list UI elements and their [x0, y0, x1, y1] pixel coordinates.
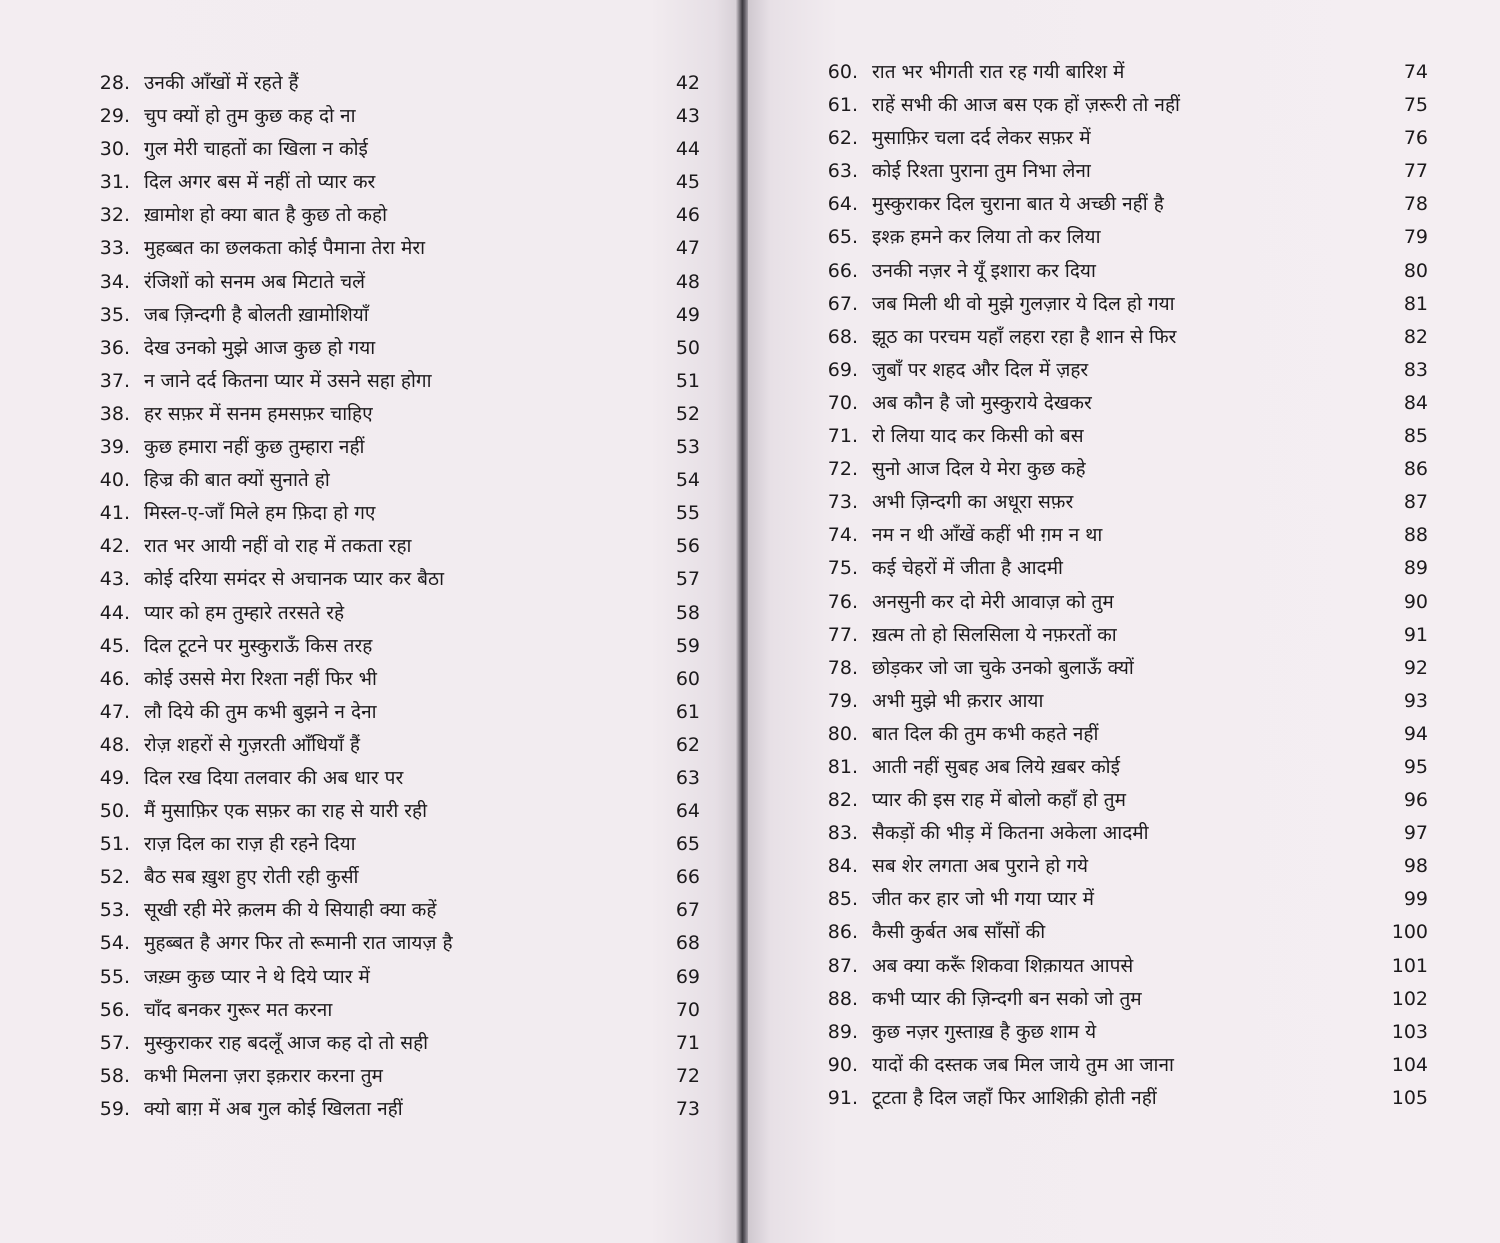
entry-number: 50. [99, 800, 130, 823]
entry-number: 38. [99, 402, 130, 425]
entry-title: अब कौन है जो मुस्कुराये देखकर [872, 391, 1092, 414]
entry-title: उनकी नज़र ने यूँ इशारा कर दिया [872, 259, 1096, 282]
entry-title: रात भर भीगती रात रह गयी बारिश में [872, 61, 1125, 83]
entry-title: दिल रख दिया तलवार की अब धार पर [144, 766, 404, 789]
toc-entry [748, 916, 1428, 949]
entry-title: सूखी रही मेरे क़लम की ये सियाही क्या कहें [144, 899, 437, 922]
entry-page-number: 66 [675, 866, 700, 889]
toc-entry [0, 696, 700, 729]
entry-page-number: 45 [675, 171, 700, 194]
entry-page-number: 46 [675, 204, 700, 227]
entry-number: 76. [827, 590, 858, 613]
entry-number: 30. [99, 138, 130, 161]
toc-entry [0, 630, 700, 663]
entry-page-number: 65 [675, 833, 700, 856]
entry-number: 77. [827, 623, 858, 646]
entry-page-number: 77 [1403, 160, 1428, 183]
entry-page-number: 94 [1403, 722, 1428, 745]
entry-page-number: 85 [1403, 425, 1428, 448]
toc-entry [0, 266, 700, 299]
entry-number: 74. [827, 524, 858, 547]
entry-number: 87. [827, 954, 858, 977]
toc-entry [748, 983, 1428, 1016]
entry-number: 55. [99, 965, 130, 988]
entry-number: 89. [827, 1020, 858, 1043]
entry-title: मुहब्बत का छलकता कोई पैमाना तेरा मेरा [144, 237, 426, 260]
entry-number: 80. [827, 722, 858, 745]
toc-entry [0, 1093, 700, 1126]
entry-number: 51. [99, 833, 130, 856]
entry-page-number: 89 [1403, 557, 1428, 580]
toc-entry [0, 563, 700, 596]
toc-entry [0, 332, 700, 365]
entry-page-number: 87 [1403, 491, 1428, 514]
entry-page-number: 54 [675, 469, 700, 492]
toc-entry [0, 1060, 700, 1093]
toc-entry [0, 299, 700, 332]
entry-number: 68. [827, 325, 858, 348]
entry-title: कैसी कुर्बत अब साँसों की [872, 921, 1046, 944]
entry-number: 42. [99, 535, 130, 558]
entry-page-number: 70 [675, 998, 700, 1021]
entry-page-number: 82 [1403, 325, 1428, 348]
entry-number: 49. [99, 766, 130, 789]
entry-number: 81. [827, 755, 858, 778]
toc-entry [748, 652, 1428, 685]
entry-number: 88. [827, 987, 858, 1010]
entry-page-number: 100 [1391, 921, 1428, 944]
toc-entry [748, 586, 1428, 619]
entry-page-number: 71 [675, 1031, 700, 1054]
toc-entry [748, 552, 1428, 585]
toc-entry [748, 387, 1428, 420]
entry-title: कोई दरिया समंदर से अचानक प्यार कर बैठा [144, 568, 444, 591]
entry-page-number: 48 [675, 270, 700, 293]
entry-number: 53. [99, 899, 130, 922]
entry-page-number: 86 [1403, 458, 1428, 481]
entry-page-number: 50 [675, 336, 700, 359]
toc-entry [0, 530, 700, 563]
toc-entry [748, 817, 1428, 850]
toc-entry [0, 464, 700, 497]
entry-page-number: 74 [1403, 61, 1428, 83]
entry-number: 54. [99, 932, 130, 955]
toc-entry [748, 850, 1428, 883]
toc-entry [748, 56, 1428, 89]
entry-number: 36. [99, 336, 130, 359]
entry-title: राज़ दिल का राज़ ही रहने दिया [144, 833, 356, 856]
entry-number: 31. [99, 171, 130, 194]
toc-entry [0, 497, 700, 530]
entry-title: अभी मुझे भी क़रार आया [872, 689, 1044, 712]
entry-page-number: 57 [675, 568, 700, 591]
entry-title: न जाने दर्द कितना प्यार में उसने सहा होगा [144, 369, 432, 392]
toc-entry [748, 155, 1428, 188]
entry-title: रोज़ शहरों से गुज़रती आँधियाँ हैं [144, 733, 360, 756]
entry-title: कुछ नज़र गुस्ताख़ है कुछ शाम ये [872, 1020, 1097, 1043]
entry-title: कोई उससे मेरा रिश्ता नहीं फिर भी [144, 667, 377, 690]
toc-entry [748, 519, 1428, 552]
entry-title: जब मिली थी वो मुझे गुलज़ार ये दिल हो गया [872, 292, 1175, 315]
entry-page-number: 95 [1403, 755, 1428, 778]
entry-page-number: 72 [675, 1064, 700, 1087]
entry-title: राहें सभी की आज बस एक हों ज़रूरी तो नहीं [872, 94, 1180, 117]
entry-page-number: 90 [1403, 590, 1428, 613]
entry-title: जीत कर हार जो भी गया प्यार में [872, 888, 1094, 911]
entry-title: नम न थी आँखें कहीं भी ग़म न था [872, 524, 1103, 547]
entry-page-number: 79 [1403, 226, 1428, 249]
entry-number: 58. [99, 1064, 130, 1087]
entry-title: आती नहीं सुबह अब लिये ख़बर कोई [872, 755, 1120, 778]
entry-number: 83. [827, 822, 858, 845]
entry-number: 71. [827, 425, 858, 448]
entry-page-number: 102 [1391, 987, 1428, 1010]
left-page [0, 0, 738, 1243]
entry-page-number: 67 [675, 899, 700, 922]
entry-title: हर सफ़र में सनम हमसफ़र चाहिए [144, 402, 373, 425]
entry-title: टूटता है दिल जहाँ फिर आशिक़ी होती नहीं [872, 1086, 1157, 1109]
entry-title: चाँद बनकर गुरूर मत करना [144, 998, 333, 1021]
entry-title: सैकड़ों की भीड़ में कितना अकेला आदमी [872, 822, 1149, 845]
entry-number: 45. [99, 634, 130, 657]
entry-number: 44. [99, 601, 130, 624]
entry-title: रो लिया याद कर किसी को बस [872, 425, 1084, 448]
toc-entry [0, 166, 700, 199]
toc-entry [748, 354, 1428, 387]
toc-entry [748, 1016, 1428, 1049]
entry-title: देख उनको मुझे आज कुछ हो गया [144, 336, 376, 359]
entry-title: सुनो आज दिल ये मेरा कुछ कहे [872, 458, 1086, 481]
entry-number: 40. [99, 469, 130, 492]
entry-title: अब क्या करूँ शिकवा शिक़ायत आपसे [872, 954, 1134, 977]
entry-title: छोड़कर जो जा चुके उनको बुलाऊँ क्यों [872, 656, 1134, 679]
entry-page-number: 97 [1403, 822, 1428, 845]
toc-entry [748, 751, 1428, 784]
entry-number: 86. [827, 921, 858, 944]
entry-page-number: 88 [1403, 524, 1428, 547]
entry-page-number: 80 [1403, 259, 1428, 282]
entry-title: इश्क़ हमने कर लिया तो कर लिया [872, 226, 1101, 249]
entry-number: 85. [827, 888, 858, 911]
right-page [748, 0, 1500, 1243]
entry-number: 91. [827, 1086, 858, 1109]
toc-entry [0, 133, 700, 166]
entry-title: हिज्र की बात क्यों सुनाते हो [144, 469, 330, 492]
entry-number: 28. [99, 72, 130, 94]
entry-title: बैठ सब ख़ुश हुए रोती रही कुर्सी [144, 866, 359, 889]
toc-entry [748, 122, 1428, 155]
entry-number: 63. [827, 160, 858, 183]
entry-page-number: 62 [675, 733, 700, 756]
entry-number: 69. [827, 358, 858, 381]
toc-entry [0, 961, 700, 994]
toc-entry [748, 188, 1428, 221]
entry-page-number: 75 [1403, 94, 1428, 117]
entry-number: 35. [99, 303, 130, 326]
entry-title: अनसुनी कर दो मेरी आवाज़ को तुम [872, 590, 1114, 613]
entry-page-number: 84 [1403, 391, 1428, 414]
entry-title: कोई रिश्ता पुराना तुम निभा लेना [872, 160, 1091, 183]
entry-page-number: 93 [1403, 689, 1428, 712]
entry-page-number: 63 [675, 766, 700, 789]
entry-number: 78. [827, 656, 858, 679]
entry-page-number: 69 [675, 965, 700, 988]
entry-page-number: 43 [675, 105, 700, 128]
toc-entry [0, 927, 700, 960]
toc-entry [748, 784, 1428, 817]
entry-number: 64. [827, 193, 858, 216]
toc-entry [0, 729, 700, 762]
entry-page-number: 78 [1403, 193, 1428, 216]
toc-list-left [0, 67, 700, 1126]
entry-number: 65. [827, 226, 858, 249]
toc-entry [0, 100, 700, 133]
entry-number: 84. [827, 855, 858, 878]
toc-entry [0, 994, 700, 1027]
entry-number: 57. [99, 1031, 130, 1054]
entry-number: 41. [99, 502, 130, 525]
toc-entry [0, 828, 700, 861]
entry-page-number: 98 [1403, 855, 1428, 878]
entry-number: 82. [827, 789, 858, 812]
entry-title: कई चेहरों में जीता है आदमी [872, 557, 1063, 580]
toc-entry [0, 398, 700, 431]
toc-entry [0, 894, 700, 927]
toc-entry [0, 199, 700, 232]
entry-number: 75. [827, 557, 858, 580]
toc-entry [748, 1082, 1428, 1115]
entry-title: मिस्ल-ए-जाँ मिले हम फ़िदा हो गए [144, 502, 376, 525]
entry-number: 73. [827, 491, 858, 514]
entry-title: झूठ का परचम यहाँ लहरा रहा है शान से फिर [872, 325, 1177, 348]
toc-entry [748, 950, 1428, 983]
toc-entry [748, 288, 1428, 321]
toc-entry [748, 486, 1428, 519]
entry-number: 61. [827, 94, 858, 117]
entry-page-number: 73 [675, 1097, 700, 1120]
entry-number: 52. [99, 866, 130, 889]
entry-number: 37. [99, 369, 130, 392]
entry-title: कभी प्यार की ज़िन्दगी बन सको जो तुम [872, 987, 1142, 1010]
entry-title: उनकी आँखों में रहते हैं [144, 72, 299, 94]
toc-entry [0, 597, 700, 630]
entry-title: जब ज़िन्दगी है बोलती ख़ामोशियाँ [144, 303, 369, 326]
entry-number: 72. [827, 458, 858, 481]
entry-page-number: 44 [675, 138, 700, 161]
entry-number: 29. [99, 105, 130, 128]
entry-page-number: 96 [1403, 789, 1428, 812]
entry-title: क्यो बाग़ में अब गुल कोई खिलता नहीं [144, 1097, 403, 1120]
entry-title: कुछ हमारा नहीं कुछ तुम्हारा नहीं [144, 436, 365, 459]
entry-title: चुप क्यों हो तुम कुछ कह दो ना [144, 105, 356, 128]
entry-number: 48. [99, 733, 130, 756]
toc-entry [748, 883, 1428, 916]
entry-title: ख़ामोश हो क्या बात है कुछ तो कहो [144, 204, 388, 227]
toc-entry [0, 663, 700, 696]
entry-title: मुसाफ़िर चला दर्द लेकर सफ़र में [872, 127, 1091, 150]
entry-page-number: 51 [675, 369, 700, 392]
entry-page-number: 53 [675, 436, 700, 459]
entry-page-number: 49 [675, 303, 700, 326]
entry-title: मैं मुसाफ़िर एक सफ़र का राह से यारी रही [144, 800, 428, 823]
entry-number: 39. [99, 436, 130, 459]
entry-title: लौ दिये की तुम कभी बुझने न देना [144, 700, 377, 723]
toc-entry [748, 453, 1428, 486]
entry-number: 33. [99, 237, 130, 260]
entry-page-number: 104 [1391, 1053, 1428, 1076]
toc-entry [748, 420, 1428, 453]
entry-number: 70. [827, 391, 858, 414]
entry-title: प्यार को हम तुम्हारे तरसते रहे [144, 601, 345, 624]
toc-entry [748, 619, 1428, 652]
entry-page-number: 58 [675, 601, 700, 624]
entry-page-number: 64 [675, 800, 700, 823]
entry-page-number: 52 [675, 402, 700, 425]
entry-page-number: 99 [1403, 888, 1428, 911]
entry-title: रंजिशों को सनम अब मिटाते चलें [144, 270, 366, 293]
toc-entry [0, 365, 700, 398]
entry-page-number: 56 [675, 535, 700, 558]
toc-entry [0, 67, 700, 100]
entry-page-number: 59 [675, 634, 700, 657]
entry-page-number: 55 [675, 502, 700, 525]
entry-page-number: 47 [675, 237, 700, 260]
entry-page-number: 105 [1391, 1086, 1428, 1109]
entry-page-number: 76 [1403, 127, 1428, 150]
entry-number: 43. [99, 568, 130, 591]
entry-page-number: 83 [1403, 358, 1428, 381]
entry-title: प्यार की इस राह में बोलो कहाँ हो तुम [872, 789, 1126, 812]
entry-number: 67. [827, 292, 858, 315]
toc-entry [748, 221, 1428, 254]
entry-page-number: 91 [1403, 623, 1428, 646]
entry-page-number: 92 [1403, 656, 1428, 679]
entry-title: दिल टूटने पर मुस्कुराऊँ किस तरह [144, 634, 373, 657]
toc-entry [0, 861, 700, 894]
entry-number: 66. [827, 259, 858, 282]
entry-title: कभी मिलना ज़रा इक़रार करना तुम [144, 1064, 383, 1087]
entry-title: सब शेर लगता अब पुराने हो गये [872, 855, 1089, 878]
entry-page-number: 68 [675, 932, 700, 955]
entry-title: अभी ज़िन्दगी का अधूरा सफ़र [872, 491, 1074, 514]
entry-number: 79. [827, 689, 858, 712]
toc-entry [748, 685, 1428, 718]
entry-number: 62. [827, 127, 858, 150]
entry-title: जख़्म कुछ प्यार ने थे दिये प्यार में [144, 965, 370, 988]
toc-entry [0, 232, 700, 265]
entry-page-number: 81 [1403, 292, 1428, 315]
entry-title: मुस्कुराकर दिल चुराना बात ये अच्छी नहीं है [872, 193, 1164, 216]
toc-entry [748, 89, 1428, 122]
entry-title: जुबाँ पर शहद और दिल में ज़हर [872, 358, 1089, 381]
toc-entry [0, 431, 700, 464]
entry-page-number: 103 [1391, 1020, 1428, 1043]
toc-entry [748, 718, 1428, 751]
toc-entry [0, 795, 700, 828]
toc-entry [0, 762, 700, 795]
entry-number: 59. [99, 1097, 130, 1120]
entry-number: 90. [827, 1053, 858, 1076]
entry-number: 34. [99, 270, 130, 293]
entry-page-number: 61 [675, 700, 700, 723]
entry-title: दिल अगर बस में नहीं तो प्यार कर [144, 171, 376, 194]
entry-title: गुल मेरी चाहतों का खिला न कोई [144, 138, 368, 161]
entry-page-number: 42 [675, 72, 700, 94]
entry-number: 60. [827, 61, 858, 83]
entry-title: मुस्कुराकर राह बदलूँ आज कह दो तो सही [144, 1031, 429, 1054]
entry-number: 47. [99, 700, 130, 723]
entry-title: यादों की दस्तक जब मिल जाये तुम आ जाना [872, 1053, 1174, 1076]
toc-entry [748, 1049, 1428, 1082]
toc-entry [748, 255, 1428, 288]
entry-title: रात भर आयी नहीं वो राह में तकता रहा [144, 535, 412, 558]
entry-title: ख़त्म तो हो सिलसिला ये नफ़रतों का [872, 623, 1117, 646]
entry-number: 46. [99, 667, 130, 690]
entry-title: बात दिल की तुम कभी कहते नहीं [872, 722, 1099, 745]
entry-title: मुहब्बत है अगर फिर तो रूमानी रात जायज़ है [144, 932, 453, 955]
entry-number: 32. [99, 204, 130, 227]
toc-entry [0, 1027, 700, 1060]
entry-page-number: 101 [1391, 954, 1428, 977]
toc-list-right [748, 56, 1428, 1115]
toc-entry [748, 321, 1428, 354]
entry-page-number: 60 [675, 667, 700, 690]
entry-number: 56. [99, 998, 130, 1021]
